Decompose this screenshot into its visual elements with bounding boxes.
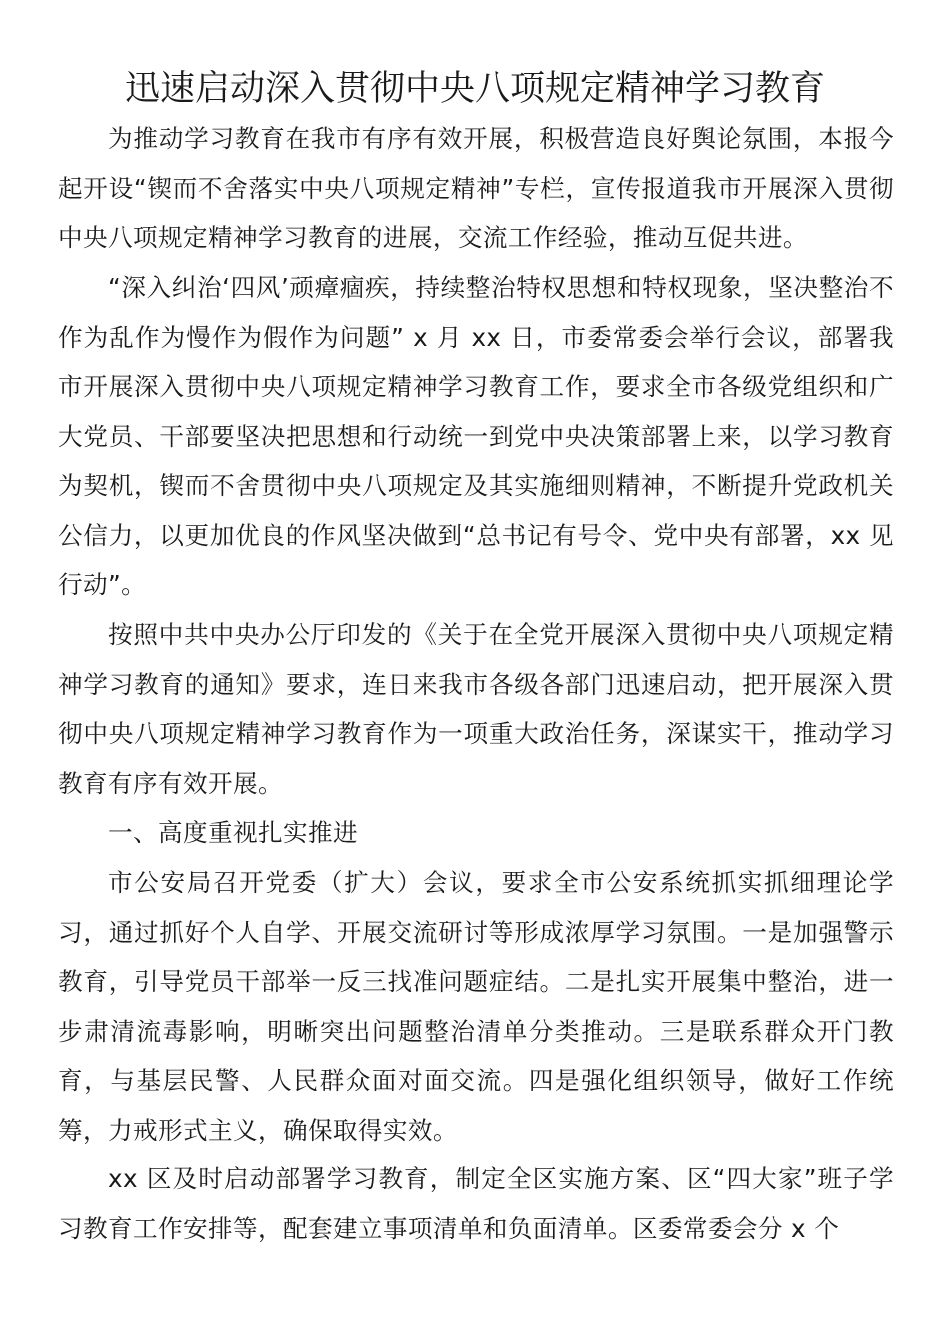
paragraph-meeting: “深入纠治‘四风’顽瘴痼疾，持续整治特权思想和特权现象，坚决整治不作为乱作为慢作为假作为问题” x 月 xx 日，市委常委会举行会议，部署我市开展深入贯彻中央八项规定精神学习教育工作，要求全市各级党组织和广大党员、干部要坚决把思想和行动统一到党中央决策部署上来，以学习教育为契机，锲而不舍贯彻中央八项规定及其实施细则精神，不断提升党政机关公信力，以更加优良的作风坚决做到“总书记有号令、党中央有部署，xx 见行动”。 bbox=[58, 273, 894, 599]
paragraph-public-security: 市公安局召开党委（扩大）会议，要求全市公安系统抓实抓细理论学习，通过抓好个人自学、开展交流研讨等形成浓厚学习氛围。一是加强警示教育，引导党员干部举一反三找准问题症结。二是扎实开展集中整治，进一步肃清流毒影响，明晰突出问题整治清单分类推动。三是联系群众开门教育，与基层民警、人民群众面对面交流。四是强化组织领导，做好工作统筹，力戒形式主义，确保取得实效。 bbox=[58, 868, 894, 1145]
section-heading: 一、高度重视扎实推进 bbox=[108, 818, 358, 847]
paragraph-notice: 按照中共中央办公厅印发的《关于在全党开展深入贯彻中央八项规定精神学习教育的通知》要求，连日来我市各级各部门迅速启动，把开展深入贯彻中央八项规定精神学习教育作为一项重大政治任务，深谋实干，推动学习教育有序有效开展。 bbox=[58, 620, 894, 798]
paragraph-district: xx 区及时启动部署学习教育，制定全区实施方案、区“四大家”班子学习教育工作安排等，配套建立事项清单和负面清单。区委常委会分 x 个 bbox=[58, 1164, 894, 1243]
paragraph-intro: 为推动学习教育在我市有序有效开展，积极营造良好舆论氛围，本报今起开设“锲而不舍落实中央八项规定精神”专栏，宣传报道我市开展深入贯彻中央八项规定精神学习教育的进展，交流工作经验，推动互促共进。 bbox=[58, 124, 894, 252]
document-title: 迅速启动深入贯彻中央八项规定精神学习教育 bbox=[124, 69, 825, 109]
